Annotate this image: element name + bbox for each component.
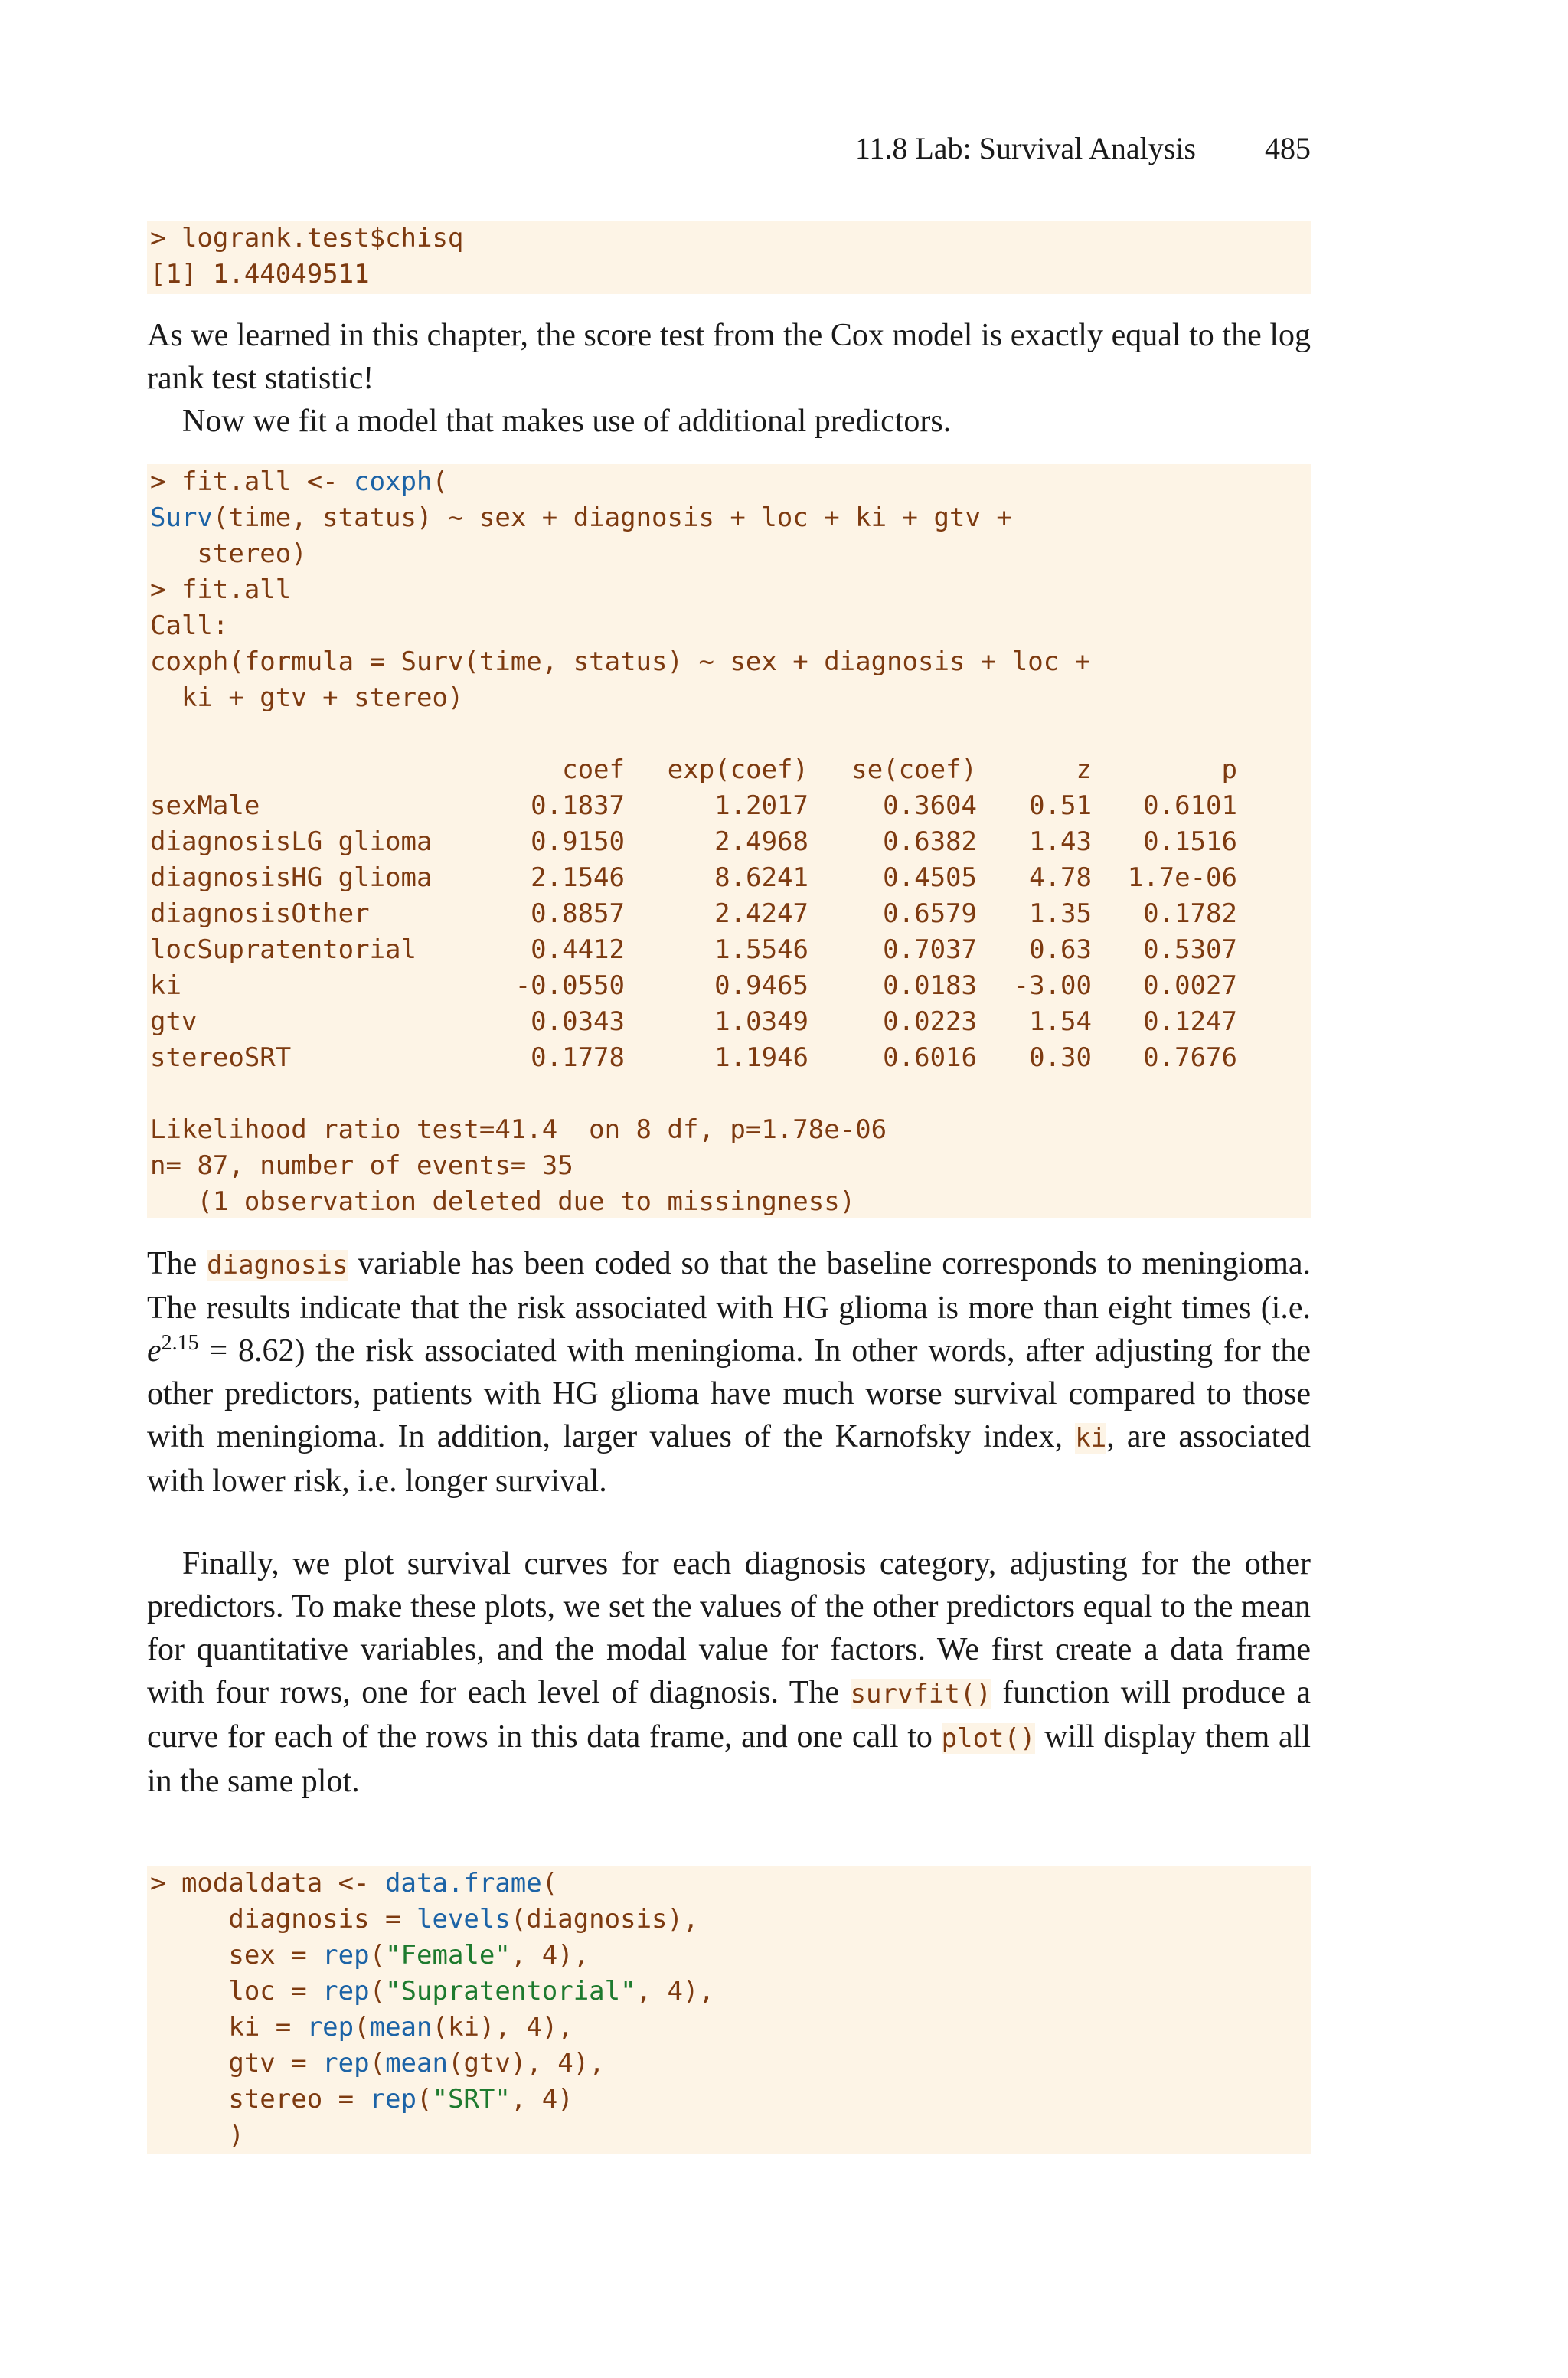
- page-number: 485: [1265, 131, 1311, 165]
- table-row: ki -0.0550 0.9465 0.0183 -3.00 0.0027: [150, 970, 1237, 1001]
- coefficient-table: [150, 752, 1237, 1076]
- code-block-fit-all: [147, 464, 1311, 1218]
- code-line: sex = rep("Female", 4),: [150, 1940, 590, 1971]
- code-line: stereo = rep("SRT", 4): [150, 2084, 573, 2115]
- table-row: diagnosisOther 0.8857 2.4247 0.6579 1.35 0.1782: [150, 898, 1237, 929]
- code-line: > logrank.test$chisq: [150, 223, 464, 254]
- paragraph-text: Finally, we plot survival curves for each diagnosis category, adjusting for the other predictors. To make these plots, we set the values of the other predictors equal to the mean for quantitative variables, and the modal value for factors. We first create a data frame with four rows, one for each level of diagnosis. The survfit() function will produce a curve for each of the rows in this data frame, and one call to plot() will display them all in the same plot.: [147, 1546, 1311, 1799]
- code-line: stereo): [150, 538, 307, 569]
- section-title: 11.8 Lab: Survival Analysis: [854, 131, 1196, 165]
- table-header-row: coef exp(coef) se(coef) z p: [562, 754, 1237, 785]
- code-line: coxph(formula = Surv(time, status) ~ sex + diagnosis + loc +: [150, 646, 1091, 677]
- code-line: ki + gtv + stereo): [150, 682, 464, 713]
- code-line: Call:: [150, 610, 229, 641]
- table-row: gtv 0.0343 1.0349 0.0223 1.54 0.1247: [150, 1006, 1237, 1037]
- code-line: diagnosis = levels(diagnosis),: [150, 1904, 699, 1935]
- paragraph-text: As we learned in this chapter, the score test from the Cox model is exactly equal to the log rank test statistic!: [147, 318, 1311, 396]
- code-line: > fit.all: [150, 574, 292, 605]
- code-line: Surv(time, status) ~ sex + diagnosis + loc + ki + gtv +: [150, 502, 1012, 533]
- code-line: > fit.all <- coxph(: [150, 466, 448, 497]
- paragraph-survival-curves: [147, 1542, 1311, 1803]
- paragraph-score-test: [147, 314, 1311, 443]
- paragraph-text: The diagnosis variable has been coded so that the baseline corresponds to meningioma. The results indicate that the risk associated with HG glioma is more than eight times (i.e. $e^{2.15} = 8.62$) the risk associated with meningioma. In other words, after adjusting for the other predictors, patients with HG glioma have much worse survival compared to those with meningioma. In addition, larger values of the Karnofsky index, ki, are associated with lower risk, i.e. longer survival.: [147, 1246, 1312, 1499]
- code-block-logrank: [147, 221, 1311, 294]
- code-line: Likelihood ratio test=41.4 on 8 df, p=1.78e-06: [150, 1114, 887, 1145]
- paragraph-text: Now we fit a model that makes use of additional predictors.: [182, 404, 952, 439]
- code-block-modaldata: [147, 1866, 1311, 2154]
- inline-code: survfit(): [850, 1679, 991, 1709]
- blank-line: [150, 716, 1311, 752]
- table-row: diagnosisLG glioma 0.9150 2.4968 0.6382 1.43 0.1516: [150, 826, 1237, 857]
- code-line: gtv = rep(mean(gtv), 4),: [150, 2048, 605, 2079]
- code-line: n= 87, number of events= 35: [150, 1150, 573, 1181]
- table-row: stereoSRT 0.1778 1.1946 0.6016 0.30 0.7676: [150, 1042, 1237, 1073]
- table-row: locSupratentorial 0.4412 1.5546 0.7037 0.63 0.5307: [150, 934, 1237, 965]
- table-row: sexMale 0.1837 1.2017 0.3604 0.51 0.6101: [150, 790, 1237, 821]
- code-line: ): [150, 2120, 244, 2151]
- code-line: > modaldata <- data.frame(: [150, 1868, 558, 1899]
- code-line: loc = rep("Supratentorial", 4),: [150, 1976, 714, 2007]
- code-line: ki = rep(mean(ki), 4),: [150, 2012, 573, 2043]
- running-header: [147, 130, 1311, 168]
- inline-code: plot(): [941, 1723, 1036, 1754]
- table-row: diagnosisHG glioma 2.1546 8.6241 0.4505 4.78 1.7e-06: [150, 862, 1237, 893]
- code-line: [1] 1.44049511: [150, 259, 370, 289]
- inline-code: ki: [1075, 1423, 1107, 1454]
- inline-code: diagnosis: [207, 1250, 348, 1281]
- code-line: (1 observation deleted due to missingness): [150, 1186, 856, 1217]
- blank-line: [150, 1076, 1311, 1112]
- paragraph-diagnosis: [147, 1242, 1311, 1503]
